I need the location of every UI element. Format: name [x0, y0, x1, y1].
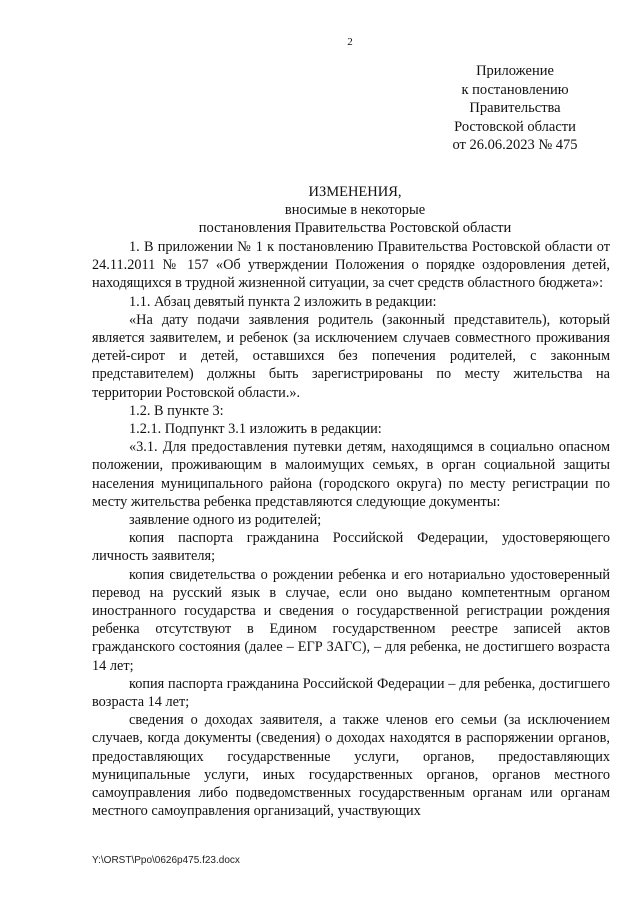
approval-stamp	[430, 62, 600, 155]
approval-line: Ростовской области	[454, 118, 576, 135]
approval-line: от 26.06.2023 № 475	[452, 137, 578, 153]
title-heading: ИЗМЕНЕНИЯ,	[308, 184, 402, 200]
approval-line: Правительства	[469, 100, 561, 116]
file-path-footer: Y:\ORST\Ppo\0626p475.f23.docx	[92, 855, 240, 866]
paragraph: копия паспорта гражданина Российской Федерации, удостоверяющего личность заявителя;	[92, 530, 610, 565]
paragraph: копия паспорта гражданина Российской Федерации – для ребенка, достигшего возраста 14 лет;	[92, 675, 610, 711]
title-subtitle: постановления Правительства Ростовской области	[198, 220, 512, 236]
paragraph: сведения о доходах заявителя, а также членов его семьи (за исключением случаев, когда документы (сведения) о доходах находятся в распоряжении органов, предоставляющих государственные услуги, органов, предоставляющих муниципальные услуги, иных государственных органов, органов местного самоуправления либо подведомственных государственным органам или органам местного самоуправления организаций, участвующих	[92, 712, 610, 820]
paragraph: «3.1. Для предоставления путевки детям, находящимся в социально опасном положении, проживающим в малоимущих семьях, в орган социальной защиты населения муниципального района (городского округа) по месту регистрации по месту жительства ребенка представляются следующие документы:	[92, 439, 610, 510]
paragraph: 1.1. Абзац девятый пункта 2 изложить в редакции:	[129, 293, 437, 310]
document-body	[92, 238, 610, 821]
approval-line: Приложение	[476, 63, 554, 79]
paragraph: 1.2.1. Подпункт 3.1 изложить в редакции:	[129, 421, 382, 438]
page-number: 2	[347, 36, 353, 48]
paragraph: 1.2. В пункте 3:	[129, 402, 224, 419]
document-title	[155, 183, 555, 237]
paragraph: копия свидетельства о рождении ребенка и его нотариально удостоверенный перевод на русский язык в случае, если оно выдано компетентным органом иностранного государства и сведения о государственной регистрации рождения ребенка отсутствуют в Едином государственном реестре записей актов гражданского состояния (далее – ЕГР ЗАГС), – для ребенка, не достигшего возраста 14 лет;	[92, 566, 610, 674]
paragraph: 1. В приложении № 1 к постановлению Правительства Ростовской области от 24.11.2011 № 157 «Об утверждении Положения о порядке оздоровления детей, находящихся в трудной жизненной ситуации, за счет средств областного бюджета»:	[92, 239, 610, 292]
approval-line: к постановлению	[461, 81, 569, 98]
title-subtitle: вносимые в некоторые	[284, 202, 426, 218]
paragraph: заявление одного из родителей;	[129, 512, 322, 529]
paragraph: «На дату подачи заявления родитель (законный представитель), который является заявителем, и ребенок (за исключением случаев совместного проживания детей-сирот и детей, оставшихся без попечения родителей, с законным представителем) должны быть зарегистрированы по месту жительства на территории Ростовской области.».	[92, 311, 610, 401]
